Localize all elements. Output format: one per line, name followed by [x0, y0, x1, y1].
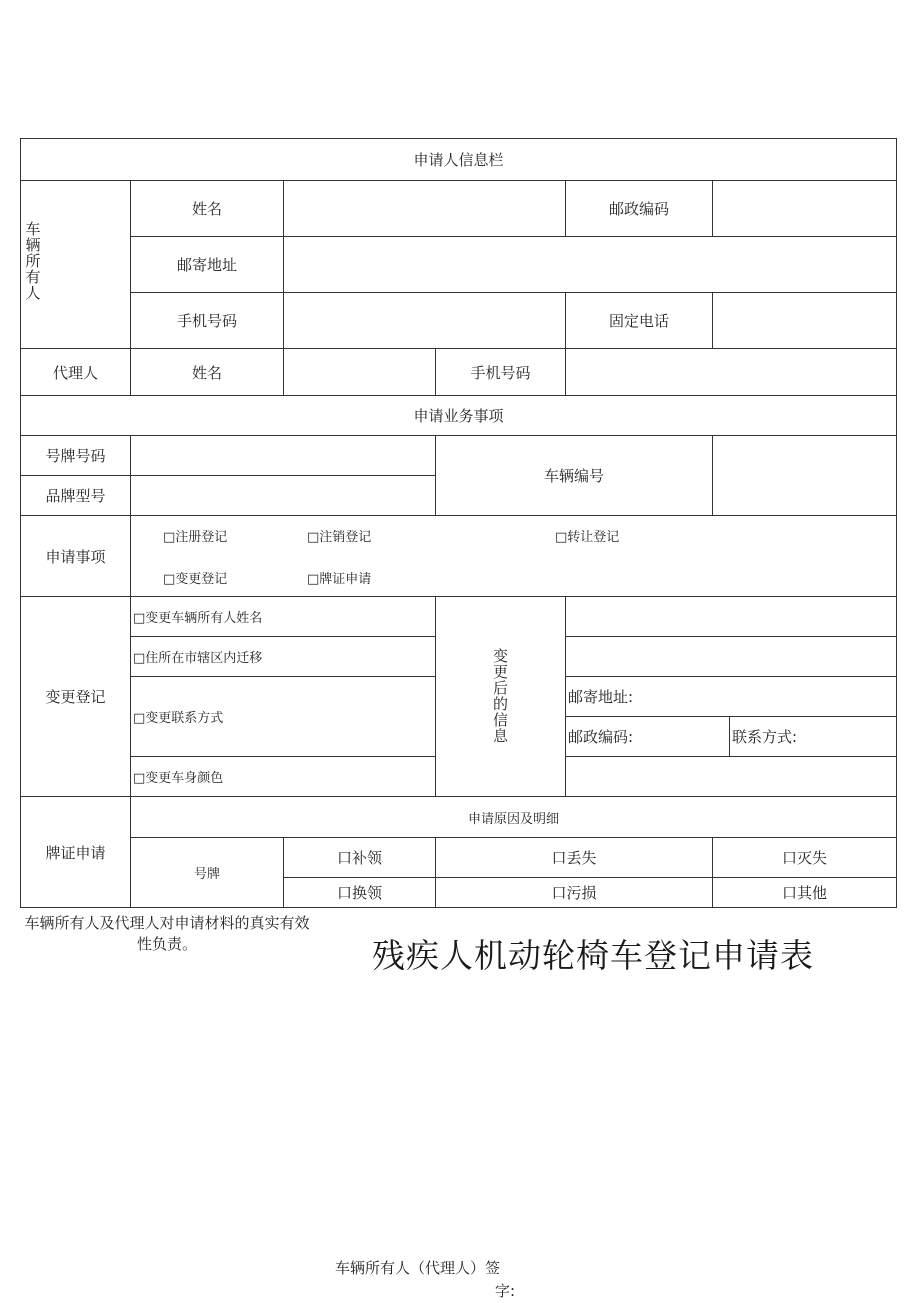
agent-label: 代理人 — [21, 349, 131, 396]
after-contact-label[interactable]: 联系方式: — [730, 717, 897, 757]
owner-mobile-field[interactable] — [284, 293, 566, 349]
agent-mobile-label: 手机号码 — [436, 349, 566, 396]
responsibility-note: 车辆所有人及代理人对申请材料的真实有效性负责。 — [24, 914, 310, 953]
owner-postcode-field[interactable] — [713, 181, 897, 237]
change-registration-label: 变更登记 — [21, 597, 131, 797]
owner-name-field[interactable] — [284, 181, 566, 237]
after-mail-address-label[interactable]: 邮寄地址: — [566, 677, 897, 717]
reason-other-checkbox[interactable]: 口其他 — [713, 878, 897, 908]
option-register-checkbox[interactable]: □注册登记 — [163, 530, 228, 545]
brand-model-label: 品牌型号 — [21, 476, 131, 516]
option-cancel-checkbox[interactable]: □注销登记 — [307, 530, 372, 545]
agent-mobile-field[interactable] — [566, 349, 897, 396]
after-info-label: 变更后的信息 — [436, 597, 566, 797]
plate-number-label: 号牌号码 — [21, 436, 131, 476]
agent-name-label: 姓名 — [131, 349, 284, 396]
change-owner-name-checkbox[interactable]: □变更车辆所有人姓名 — [131, 597, 436, 637]
agent-name-field[interactable] — [284, 349, 436, 396]
apply-item-label: 申请事项 — [21, 516, 131, 597]
reason-replace-checkbox[interactable]: 口换领 — [284, 878, 436, 908]
applicant-section-header: 申请人信息栏 — [21, 139, 897, 181]
change-body-color-checkbox[interactable]: □变更车身颜色 — [131, 757, 436, 797]
reason-reissue-checkbox[interactable]: 口补领 — [284, 838, 436, 878]
signature-label-end: 字: — [495, 1282, 516, 1300]
owner-address-field[interactable] — [284, 237, 897, 293]
apply-item-options — [131, 516, 897, 597]
vehicle-number-label: 车辆编号 — [436, 436, 713, 516]
plate-label: 号牌 — [131, 838, 284, 908]
owner-postcode-label: 邮政编码 — [566, 181, 713, 237]
change-contact-checkbox[interactable]: □变更联系方式 — [131, 677, 436, 757]
brand-model-field[interactable] — [131, 476, 436, 516]
plate-application-label: 牌证申请 — [21, 797, 131, 908]
owner-landline-field[interactable] — [713, 293, 897, 349]
reason-lost-checkbox[interactable]: 口丢失 — [436, 838, 713, 878]
vehicle-number-field[interactable] — [713, 436, 897, 516]
signature-label: 车辆所有人（代理人）签 — [335, 1259, 501, 1277]
after-info-field-5[interactable] — [566, 757, 897, 797]
reason-damaged-checkbox[interactable]: 口污损 — [436, 878, 713, 908]
plate-number-field[interactable] — [131, 436, 436, 476]
document-title: 残疾人机动轮椅车登记申请表 — [372, 936, 814, 975]
option-transfer-checkbox[interactable]: □转让登记 — [555, 530, 620, 545]
after-info-field-1[interactable] — [566, 597, 897, 637]
owner-mobile-label: 手机号码 — [131, 293, 284, 349]
option-change-checkbox[interactable]: □变更登记 — [163, 572, 228, 587]
change-residence-checkbox[interactable]: □住所在市辖区内迁移 — [131, 637, 436, 677]
business-section-header: 申请业务事项 — [21, 396, 897, 436]
owner-group-label: 车辆所有人 — [21, 181, 131, 349]
owner-name-label: 姓名 — [131, 181, 284, 237]
after-info-field-2[interactable] — [566, 637, 897, 677]
application-form-table — [20, 138, 897, 908]
option-plate-checkbox[interactable]: □牌证申请 — [307, 572, 372, 587]
owner-landline-label: 固定电话 — [566, 293, 713, 349]
reason-destroyed-checkbox[interactable]: 口灭失 — [713, 838, 897, 878]
after-postcode-label[interactable]: 邮政编码: — [566, 717, 730, 757]
owner-address-label: 邮寄地址 — [131, 237, 284, 293]
reason-header: 申请原因及明细 — [131, 797, 897, 838]
signature-line — [335, 1257, 525, 1303]
